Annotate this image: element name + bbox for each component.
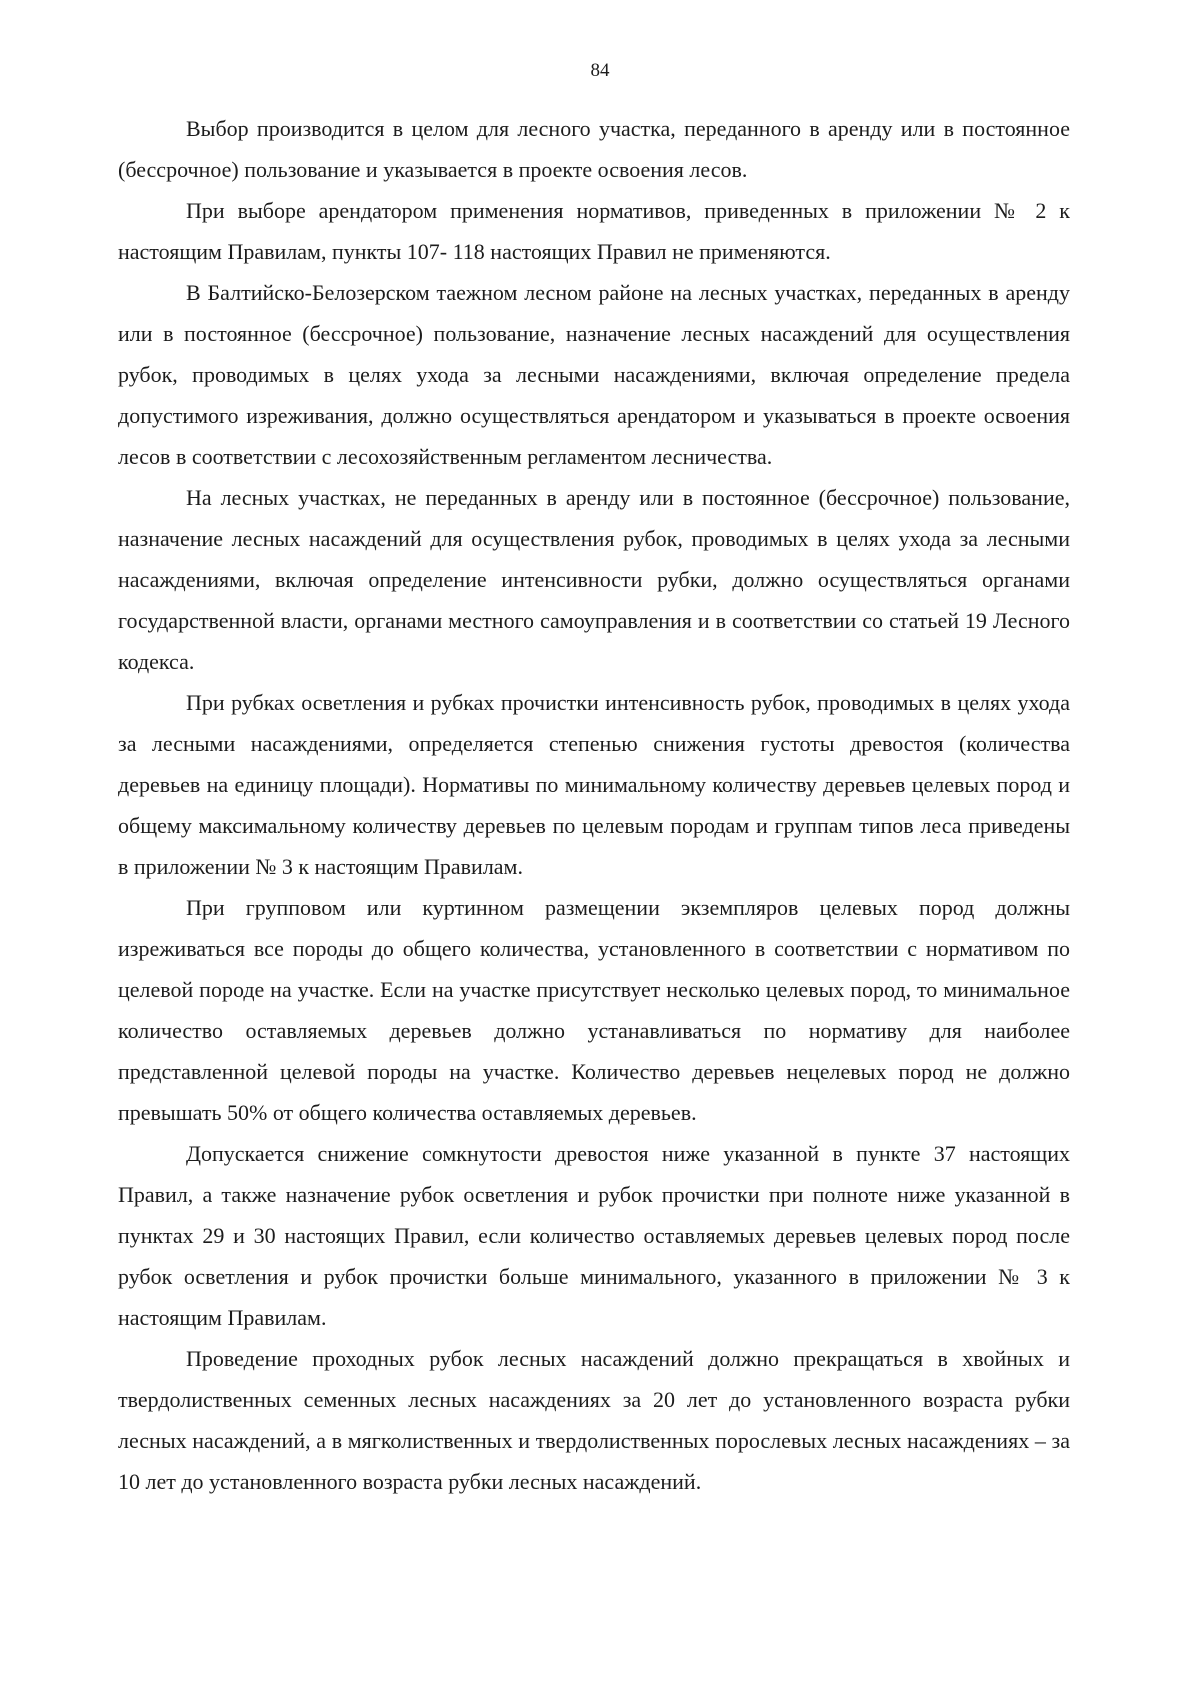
document-body bbox=[118, 108, 1070, 1502]
paragraph-8: Проведение проходных рубок лесных насаждений должно прекращаться в хвойных и твердолиственных семенных лесных насаждениях за 20 лет до установленного возраста рубки лесных насаждений, а в мягколиственных и твердолиственных порослевых лесных насаждениях – за 10 лет до установленного возраста рубки лесных насаждений. bbox=[118, 1346, 1070, 1494]
paragraph-1: Выбор производится в целом для лесного участка, переданного в аренду или в постоянное (бессрочное) пользование и указывается в проекте освоения лесов. bbox=[118, 116, 1070, 182]
paragraph-6: При групповом или куртинном размещении экземпляров целевых пород должны изреживаться все породы до общего количества, установленного в соответствии с нормативом по целевой породе на участке. Если на участке присутствует несколько целевых пород, то минимальное количество оставляемых деревьев должно устанавливаться по нормативу для наиболее представленной целевой породы на участке. Количество деревьев нецелевых пород не должно превышать 50% от общего количества оставляемых деревьев. bbox=[118, 895, 1070, 1125]
paragraph-5: При рубках осветления и рубках прочистки интенсивность рубок, проводимых в целях ухода за лесными насаждениями, определяется степенью снижения густоты древостоя (количества деревьев на единицу площади). Нормативы по минимальному количеству деревьев целевых пород и общему максимальному количеству деревьев по целевым породам и группам типов леса приведены в приложении № 3 к настоящим Правилам. bbox=[118, 690, 1070, 879]
paragraph-3: В Балтийско-Белозерском таежном лесном районе на лесных участках, переданных в аренду или в постоянное (бессрочное) пользование, назначение лесных насаждений для осуществления рубок, проводимых в целях ухода за лесными насаждениями, включая определение предела допустимого изреживания, должно осуществляться арендатором и указываться в проекте освоения лесов в соответствии с лесохозяйственным регламентом лесничества. bbox=[118, 280, 1070, 469]
paragraph-7: Допускается снижение сомкнутости древостоя ниже указанной в пункте 37 настоящих Правил, а также назначение рубок осветления и рубок прочистки при полноте ниже указанной в пунктах 29 и 30 настоящих Правил, если количество оставляемых деревьев целевых пород после рубок осветления и рубок прочистки больше минимального, указанного в приложении № 3 к настоящим Правилам. bbox=[118, 1141, 1070, 1330]
paragraph-2: При выборе арендатором применения нормативов, приведенных в приложении № 2 к настоящим Правилам, пункты 107- 118 настоящих Правил не применяются. bbox=[118, 198, 1070, 264]
paragraph-4: На лесных участках, не переданных в аренду или в постоянное (бессрочное) пользование, назначение лесных насаждений для осуществления рубок, проводимых в целях ухода за лесными насаждениями, включая определение интенсивности рубки, должно осуществляться органами государственной власти, органами местного самоуправления и в соответствии со статьей 19 Лесного кодекса. bbox=[118, 485, 1070, 674]
page-number: 84 bbox=[590, 60, 610, 81]
